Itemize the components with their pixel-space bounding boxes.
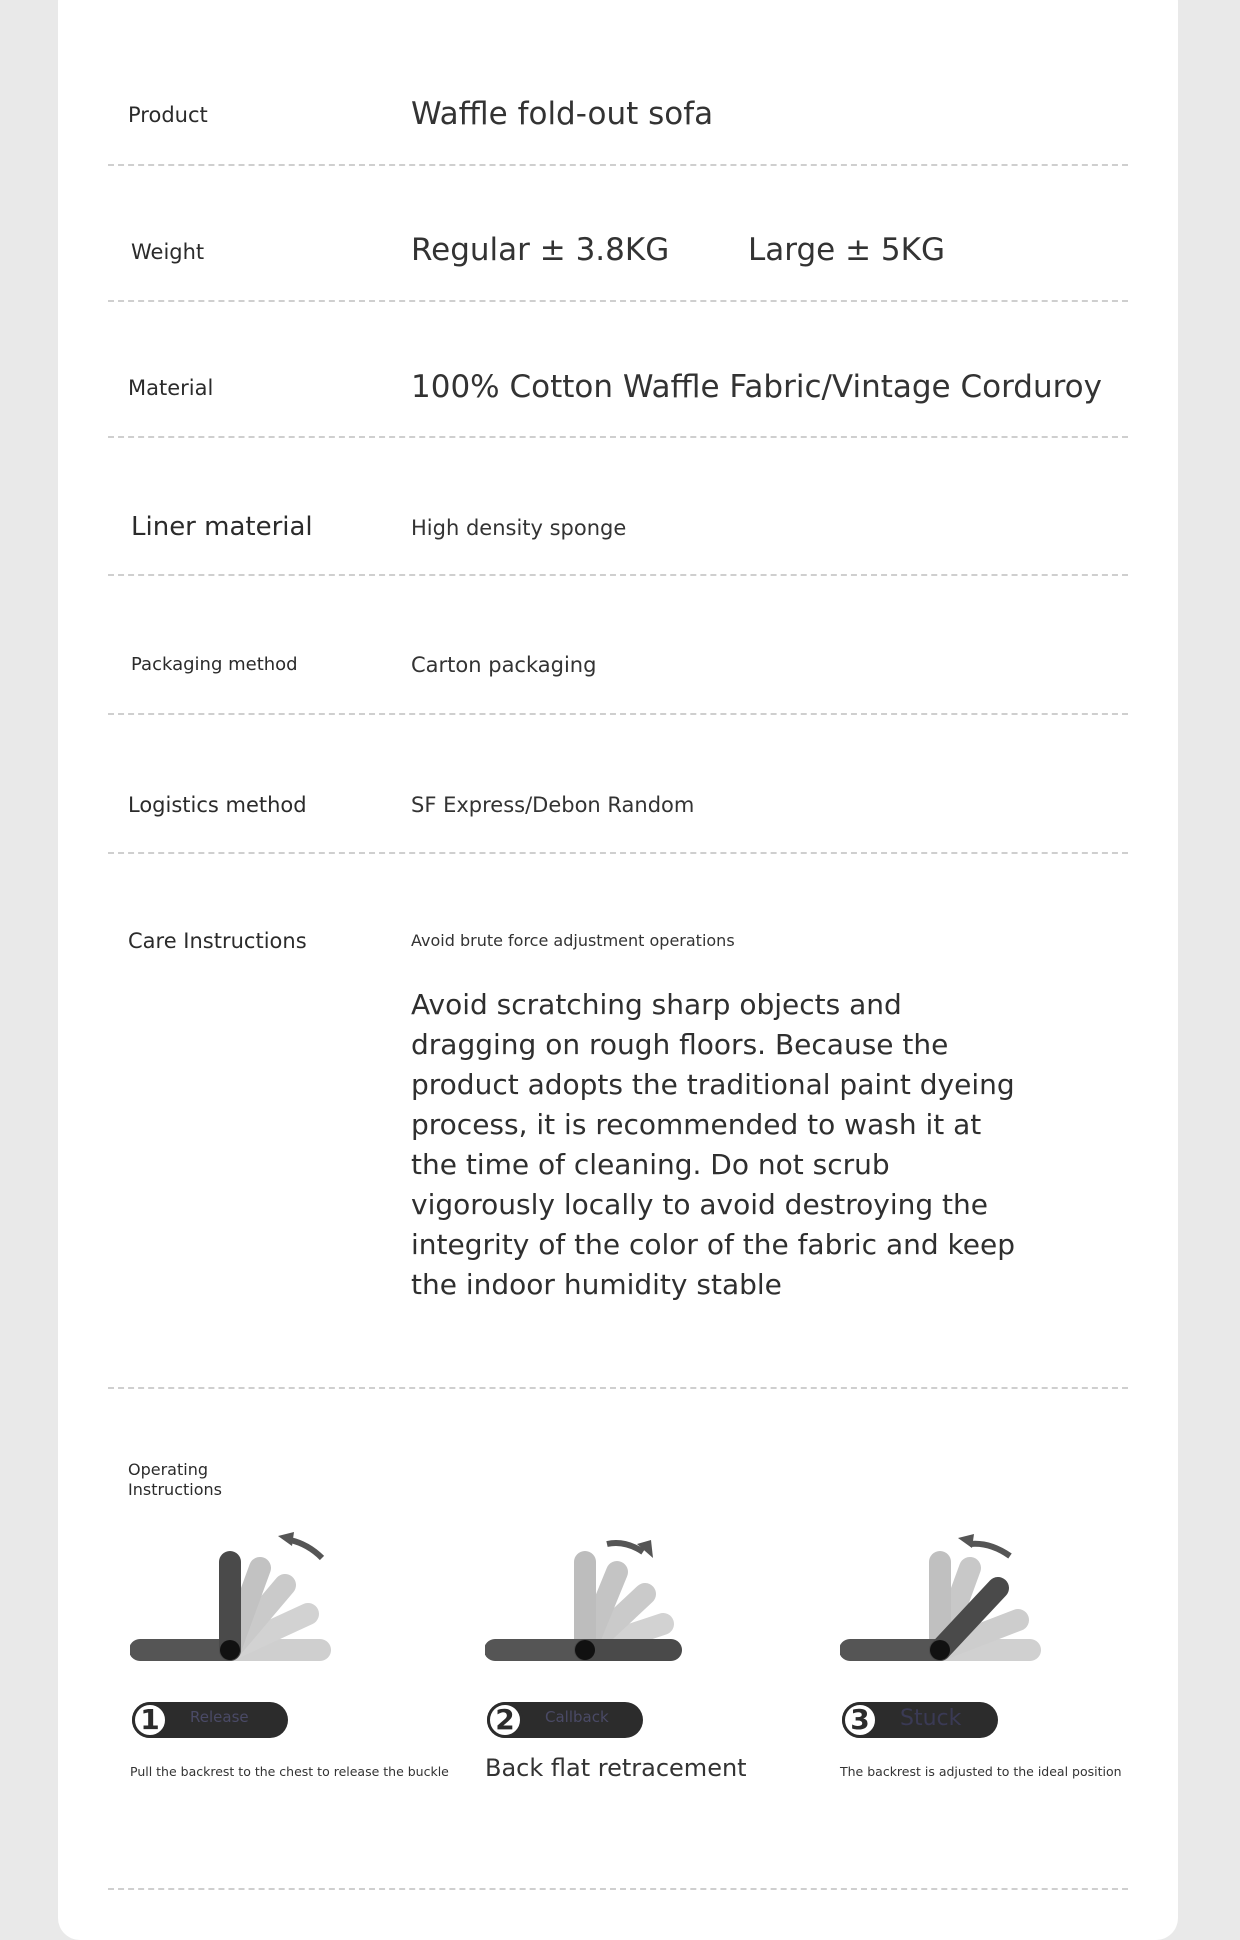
fold-flat-diagram-icon xyxy=(485,1530,785,1700)
divider xyxy=(108,164,1128,166)
step-2-badge xyxy=(487,1702,643,1738)
divider xyxy=(108,436,1128,438)
packaging-value: Carton packaging xyxy=(411,653,597,677)
divider xyxy=(108,574,1128,576)
step-1-number: 1 xyxy=(132,1702,168,1738)
step-3-label: Stuck xyxy=(900,1706,962,1731)
weight-label: Weight xyxy=(131,240,205,264)
operating-title: Operating Instructions xyxy=(128,1460,222,1499)
liner-value: High density sponge xyxy=(411,516,627,540)
care-label: Care Instructions xyxy=(128,929,307,953)
weight-large-value: Large ± 5KG xyxy=(748,232,945,268)
step-2 xyxy=(485,1530,785,1860)
divider xyxy=(108,713,1128,715)
divider xyxy=(108,852,1128,854)
material-label: Material xyxy=(128,376,214,400)
divider xyxy=(108,1387,1128,1389)
care-note: Avoid brute force adjustment operations xyxy=(411,931,735,950)
weight-regular-value: Regular ± 3.8KG xyxy=(411,232,670,268)
liner-label: Liner material xyxy=(131,512,313,542)
spec-card xyxy=(58,0,1178,1940)
logistics-value: SF Express/Debon Random xyxy=(411,793,695,817)
fold-backward-diagram-icon xyxy=(130,1530,430,1700)
step-3-badge xyxy=(842,1702,998,1738)
step-1 xyxy=(130,1530,449,1860)
step-3-caption: The backrest is adjusted to the ideal position xyxy=(840,1764,1122,1779)
step-1-caption: Pull the backrest to the chest to release the buckle xyxy=(130,1764,449,1779)
step-2-label: Callback xyxy=(545,1708,609,1726)
step-1-label: Release xyxy=(190,1708,249,1726)
product-label: Product xyxy=(128,103,208,127)
divider xyxy=(108,1888,1128,1890)
step-3 xyxy=(840,1530,1140,1860)
packaging-label: Packaging method xyxy=(131,654,298,675)
step-2-number: 2 xyxy=(487,1702,523,1738)
product-value: Waffle fold-out sofa xyxy=(411,96,714,132)
material-value: 100% Cotton Waffle Fabric/Vintage Corduroy xyxy=(411,369,1102,405)
step-1-badge xyxy=(132,1702,288,1738)
logistics-label: Logistics method xyxy=(128,793,307,817)
divider xyxy=(108,300,1128,302)
step-3-number: 3 xyxy=(842,1702,878,1738)
fold-adjust-diagram-icon xyxy=(840,1530,1140,1700)
step-2-caption: Back flat retracement xyxy=(485,1754,747,1782)
care-body: Avoid scratching sharp objects and dragging on rough floors. Because the product adopts the traditional paint dyeing process, it is recommended to wash it at the time of cleaning. Do not scrub vigorously locally to avoid destroying the integrity of the color of the fabric and keep the indoor humidity stable xyxy=(411,988,1015,1301)
